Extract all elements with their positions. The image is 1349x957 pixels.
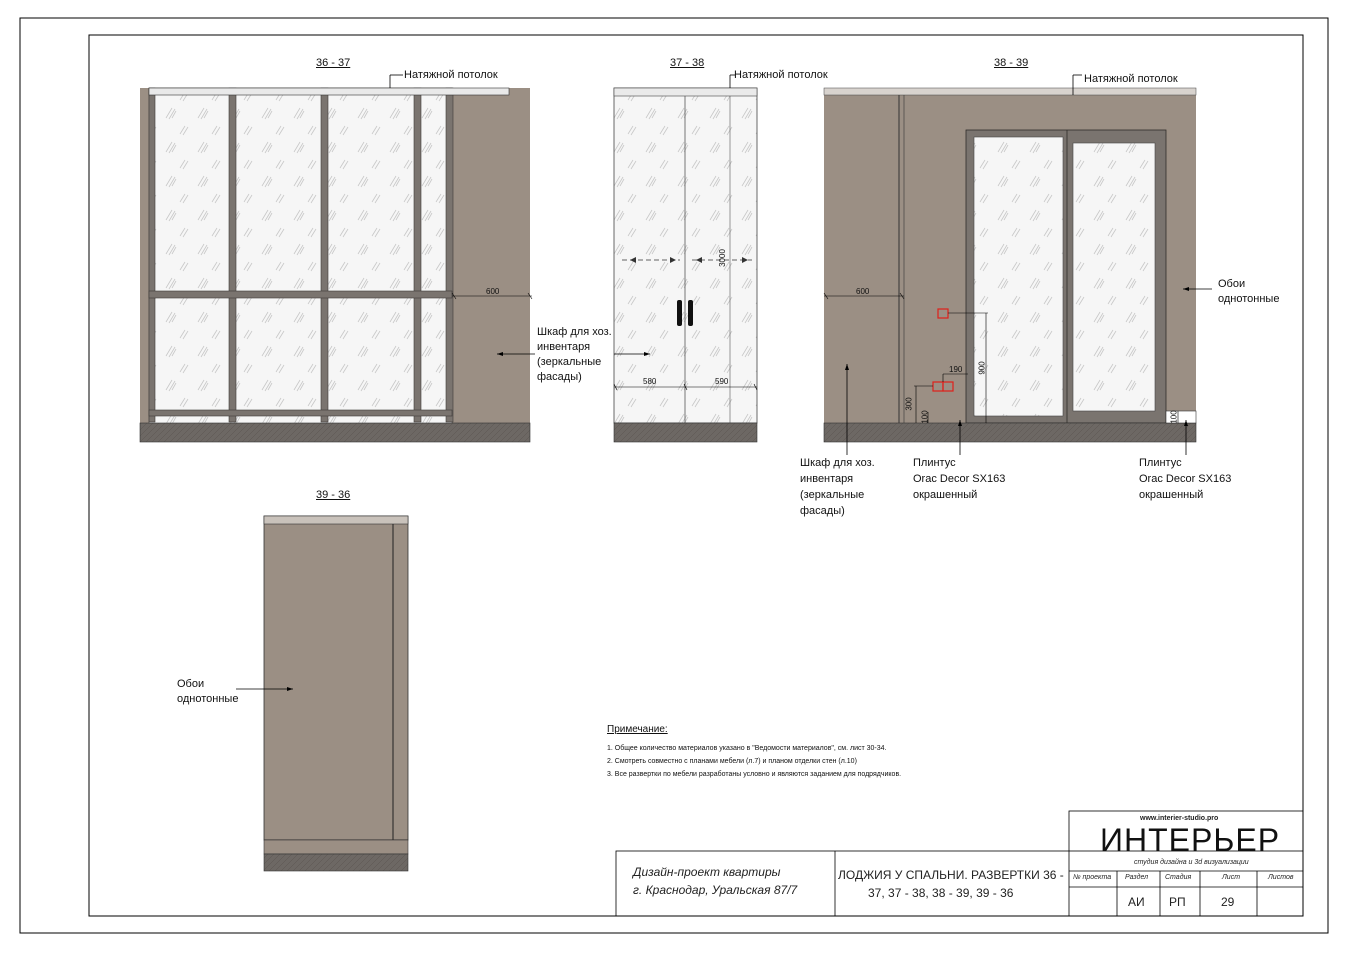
wallpaper-label: Обои однотонные — [177, 678, 239, 705]
header-sheets: Листов — [1268, 874, 1294, 881]
value-section: АИ — [1128, 895, 1145, 909]
header-project-no: № проекта — [1073, 874, 1112, 881]
cabinet-label: Шкаф для хоз. инвентаря (зеркальные фасады) — [800, 457, 875, 517]
sheet-title: 37, 37 - 38, 38 - 39, 39 - 36 — [868, 886, 1014, 900]
dimension-text: 580 — [643, 377, 657, 386]
dimension-text: 190 — [949, 365, 963, 374]
value-stage: РП — [1169, 895, 1186, 909]
baseboard-label: Плинтус Orac Decor SX163 окрашенный — [913, 457, 1006, 501]
studio-url: www.interier-studio.pro — [1140, 815, 1219, 822]
studio-tagline: студия дизайна и 3d визуализации — [1134, 859, 1249, 866]
note-item: 2. Смотреть совместно с планами мебели (л.7) и планом отделки стен (л.10) — [607, 758, 857, 765]
view-title-37-38: 37 - 38 — [670, 57, 705, 69]
project-name: Дизайн-проект квартиры — [633, 865, 781, 879]
view-title-39-36: 39 - 36 — [316, 489, 351, 501]
baseboard-label: Плинтус Orac Decor SX163 окрашенный — [1139, 457, 1232, 501]
dimension-text: 600 — [486, 287, 500, 296]
note-item: 3. Все развертки по мебели разработаны условно и являются заданием для подрядчиков. — [607, 771, 902, 778]
header-sheet: Лист — [1222, 874, 1241, 881]
dimension-text: 600 — [856, 287, 870, 296]
dimension-text: 3000 — [717, 249, 727, 267]
dimension-text: 100 — [1169, 410, 1179, 424]
dimension-text: 100 — [920, 410, 930, 424]
note-item: 1. Общее количество материалов указано в "Ведомости материалов", см. лист 30-34. — [607, 745, 887, 752]
project-address: г. Краснодар, Уральская 87/7 — [633, 883, 798, 897]
dimension-text: 590 — [715, 377, 729, 386]
view-title-38-39: 38 - 39 — [994, 57, 1029, 69]
view-38-39 — [824, 75, 1212, 455]
cabinet-label: Шкаф для хоз. инвентаря (зеркальные фасады) — [537, 326, 612, 383]
dimension-text: 300 — [904, 397, 914, 411]
sheet-title: ЛОДЖИЯ У СПАЛЬНИ. РАЗВЕРТКИ 36 - — [838, 868, 1064, 882]
ceiling-label: Натяжной потолок — [1084, 73, 1178, 85]
view-39-36 — [236, 516, 408, 871]
view-title-36-37: 36 - 37 — [316, 57, 351, 69]
ceiling-label: Натяжной потолок — [404, 69, 498, 81]
header-stage: Стадия — [1165, 874, 1192, 881]
header-section: Раздел — [1125, 874, 1149, 881]
dimension-text: 900 — [977, 361, 987, 375]
notes-title: Примечание: — [607, 724, 668, 735]
ceiling-label: Натяжной потолок — [734, 69, 828, 81]
wallpaper-label: Обои однотонные — [1218, 278, 1280, 305]
studio-logo: ИНТЕРЬЕР — [1100, 822, 1281, 858]
value-sheet: 29 — [1221, 895, 1235, 909]
view-37-38 — [614, 75, 757, 442]
view-36-37 — [140, 75, 535, 442]
